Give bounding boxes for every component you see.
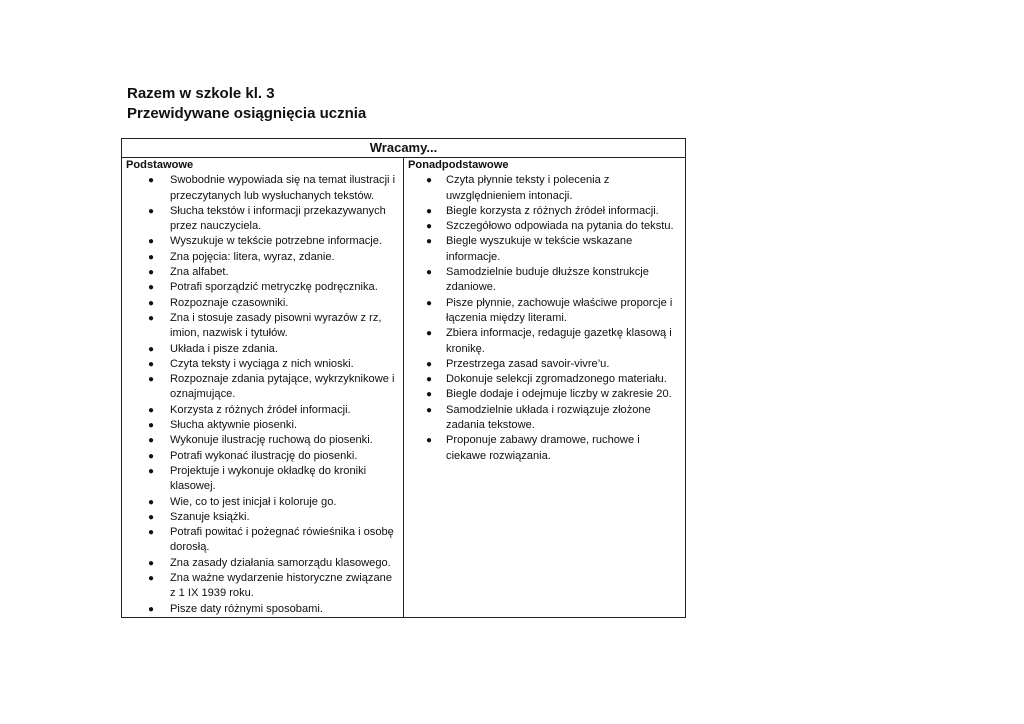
list-item <box>404 219 685 234</box>
list-item <box>122 464 403 495</box>
list-item <box>404 387 685 402</box>
list-item <box>122 234 403 249</box>
bullet-icon: ● <box>147 282 155 294</box>
list-item-text: Swobodnie wypowiada się na temat ilustracji i przeczytanych lub wysłuchanych tekstów. <box>170 174 396 202</box>
list-item <box>404 234 685 265</box>
bullet-icon: ● <box>426 358 433 370</box>
bullet-icon: ● <box>426 267 433 279</box>
table-header: Wracamy... <box>122 139 686 158</box>
list-item <box>404 265 685 296</box>
bullet-icon: ● <box>426 297 433 309</box>
bullet-icon: ● <box>147 435 155 447</box>
bullet-icon: ● <box>426 205 433 217</box>
list-item-text: Czyta płynnie teksty i polecenia z uwzględnieniem intonacji. <box>446 174 610 202</box>
title-line-2: Przewidywane osiągnięcia ucznia <box>127 105 367 122</box>
list-item <box>122 556 403 571</box>
bullet-icon: ● <box>147 496 155 508</box>
list-item-text: Wie, co to jest inicjał i koloruje go. <box>170 495 337 508</box>
bullet-icon: ● <box>147 175 155 187</box>
list-item <box>122 510 403 525</box>
list-item-text: Szanuje książki. <box>170 510 250 523</box>
list-item-text: Biegle wyszukuje w tekście wskazane informacje. <box>446 235 633 263</box>
list-item-text: Pisze daty różnymi sposobami. <box>170 602 323 615</box>
bullet-icon: ● <box>147 358 155 370</box>
list-item-text: Zna pojęcia: litera, wyraz, zdanie. <box>170 250 335 263</box>
list-item <box>122 571 403 602</box>
list-item <box>122 403 403 418</box>
list-item-text: Potrafi powitać i pożegnać rówieśnika i osobę dorosłą. <box>170 526 394 554</box>
bullet-icon: ● <box>426 404 433 416</box>
list-item <box>122 250 403 265</box>
bullet-icon: ● <box>147 511 155 523</box>
list-item-text: Biegle dodaje i odejmuje liczby w zakresie 20. <box>446 388 672 401</box>
list-item-text: Biegle korzysta z różnych źródeł informacji. <box>446 204 659 217</box>
list-item <box>404 357 685 372</box>
list-item <box>122 311 403 342</box>
list-item <box>122 296 403 311</box>
bullet-icon: ● <box>426 221 433 233</box>
list-item <box>122 342 403 357</box>
bullet-icon: ● <box>147 527 155 539</box>
bullet-icon: ● <box>147 573 155 585</box>
list-item <box>404 173 685 204</box>
list-item <box>404 296 685 327</box>
list-item-text: Zna zasady działania samorządu klasowego. <box>170 556 391 569</box>
list-item-text: Wykonuje ilustrację ruchową do piosenki. <box>170 434 373 447</box>
list-item-text: Słucha tekstów i informacji przekazywanych przez nauczyciela. <box>170 204 386 233</box>
list-item <box>404 372 685 387</box>
list-item-text: Czyta teksty i wyciąga z nich wnioski. <box>170 357 354 370</box>
list-item <box>404 204 685 219</box>
list-item-text: Potrafi wykonać ilustrację do piosenki. <box>170 449 358 462</box>
bullet-icon: ● <box>147 420 155 432</box>
list-item-text: Samodzielnie układa i rozwiązuje złożone zadania tekstowe. <box>446 403 651 432</box>
bullet-icon: ● <box>147 267 155 279</box>
bullet-icon: ● <box>147 297 155 309</box>
bullet-icon: ● <box>147 557 155 569</box>
list-item-text: Rozpoznaje zdania pytające, wykrzyknikowe i oznajmujące. <box>170 373 395 401</box>
list-item-text: Zna ważne wydarzenie historyczne związane z 1 IX 1939 roku. <box>170 572 392 600</box>
list-item <box>122 495 403 510</box>
list-item-text: Układa i pisze zdania. <box>170 342 278 355</box>
list-item <box>122 357 403 372</box>
bullet-icon: ● <box>147 465 155 477</box>
list-item <box>404 403 685 434</box>
list-item-text: Dokonuje selekcji zgromadzonego materiału. <box>446 373 667 386</box>
list-item-text: Rozpoznaje czasowniki. <box>170 296 289 309</box>
achievements-table <box>121 138 686 618</box>
list-item <box>122 449 403 464</box>
list-item-text: Słucha aktywnie piosenki. <box>170 419 298 432</box>
list-item <box>122 525 403 556</box>
list-item <box>122 602 403 617</box>
list-item-text: Zna i stosuje zasady pisowni wyrazów z rz, imion, nazwisk i tytułów. <box>170 311 382 340</box>
list-item-text: Wyszukuje w tekście potrzebne informacje. <box>170 235 382 248</box>
list-item <box>404 433 685 464</box>
list-item <box>122 280 403 295</box>
bullet-icon: ● <box>426 236 433 248</box>
bullet-icon: ● <box>426 328 433 340</box>
bullet-icon: ● <box>147 374 155 386</box>
bullet-icon: ● <box>147 205 155 217</box>
bullet-icon: ● <box>426 389 433 401</box>
list-item <box>122 372 403 403</box>
advanced-list <box>404 173 685 464</box>
list-item-text: Potrafi sporządzić metryczkę podręcznika. <box>170 281 378 294</box>
advanced-column <box>404 158 686 618</box>
list-item-text: Pisze płynnie, zachowuje właściwe proporcje i łączenia między literami. <box>446 296 673 324</box>
basic-column-heading: Podstawowe <box>126 159 194 171</box>
advanced-column-heading: Ponadpodstawowe <box>408 159 509 171</box>
list-item-text: Zbiera informacje, redaguje gazetkę klasową i kronikę. <box>446 327 672 355</box>
basic-list <box>122 173 403 617</box>
bullet-icon: ● <box>147 251 155 263</box>
list-item <box>122 265 403 280</box>
bullet-icon: ● <box>147 312 155 324</box>
title-line-1: Razem w szkole kl. 3 <box>127 85 275 102</box>
bullet-icon: ● <box>426 175 433 187</box>
list-item <box>122 173 403 204</box>
list-item-text: Projektuje i wykonuje okładkę do kroniki klasowej. <box>170 464 367 493</box>
bullet-icon: ● <box>426 374 433 386</box>
document-title <box>127 84 366 124</box>
bullet-icon: ● <box>426 435 433 447</box>
bullet-icon: ● <box>147 450 155 462</box>
list-item <box>122 433 403 448</box>
basic-column <box>122 158 404 618</box>
bullet-icon: ● <box>147 404 155 416</box>
bullet-icon: ● <box>147 236 155 248</box>
list-item-text: Przestrzega zasad savoir-vivre’u. <box>446 357 610 370</box>
list-item-text: Korzysta z różnych źródeł informacji. <box>170 403 351 416</box>
bullet-icon: ● <box>147 603 155 615</box>
bullet-icon: ● <box>147 343 155 355</box>
list-item <box>122 418 403 433</box>
list-item <box>404 326 685 357</box>
list-item-text: Zna alfabet. <box>170 266 229 279</box>
list-item-text: Samodzielnie buduje dłuższe konstrukcje zdaniowe. <box>446 266 649 294</box>
list-item <box>122 204 403 235</box>
list-item-text: Proponuje zabawy dramowe, ruchowe i ciekawe rozwiązania. <box>446 434 640 462</box>
list-item-text: Szczegółowo odpowiada na pytania do tekstu. <box>446 220 674 233</box>
